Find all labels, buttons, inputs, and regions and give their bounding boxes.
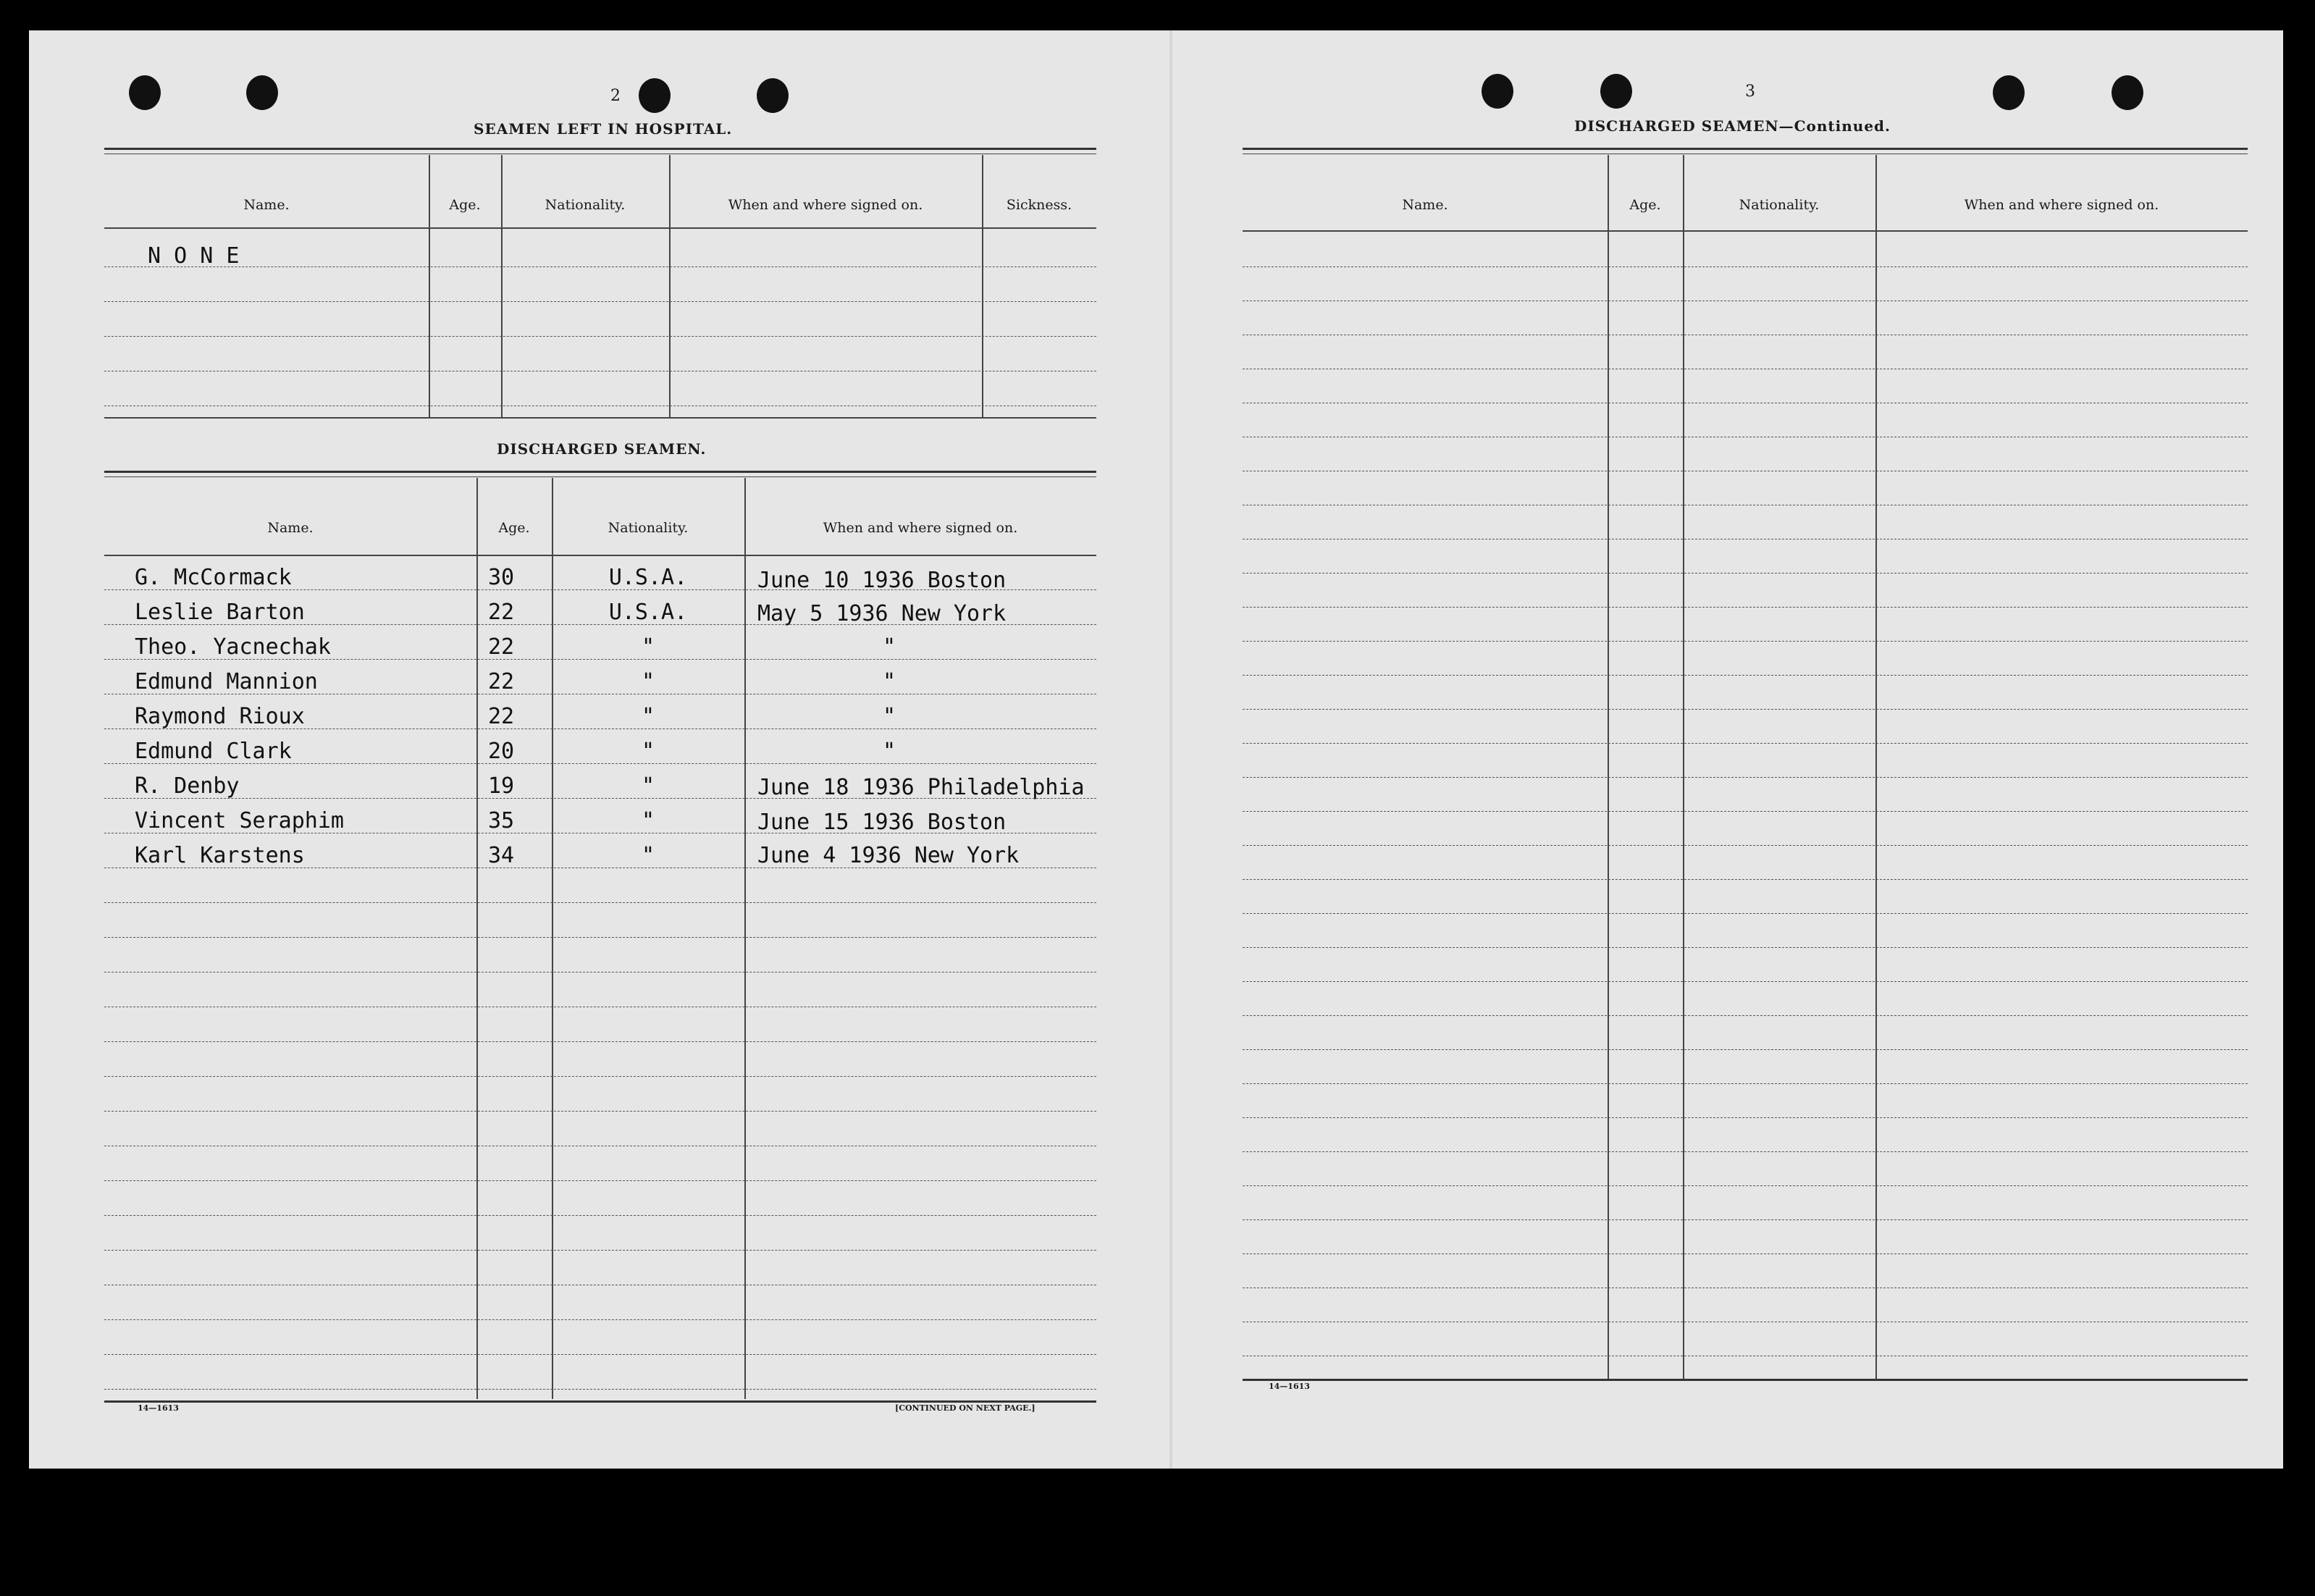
ruled-line [1243,1253,2248,1254]
ruled-line [1243,675,2248,676]
punch-hole [639,78,671,113]
punch-hole [129,75,161,110]
ruled-line [104,1319,1096,1320]
continued-col-age: Age. [1629,197,1661,213]
seaman-age: 30 [488,565,515,590]
ruled-line [1243,1151,2248,1152]
seaman-nationality: U.S.A. [608,600,688,625]
seaman-name: Edmund Clark [135,739,292,764]
page-fold [1169,30,1172,1469]
form-number-right: 14—1613 [1269,1382,1310,1391]
ruled-line [1243,913,2248,914]
seaman-nationality: " [641,669,655,694]
continued-col-nationality: Nationality. [1739,197,1820,213]
continued-col-signed-on: When and where signed on. [1964,197,2159,213]
punch-hole [1600,74,1632,109]
seaman-age: 22 [488,600,515,625]
ruled-line [1243,1083,2248,1084]
hospital-table [104,148,1096,450]
seaman-name: R. Denby [135,773,240,799]
seaman-age: 22 [488,704,515,729]
seaman-age: 34 [488,843,515,868]
ruled-line [1243,1015,2248,1016]
seaman-nationality: U.S.A. [608,565,688,590]
seaman-nationality: " [641,808,655,833]
hospital-col-name: Name. [243,197,290,213]
seaman-signed-on: June 18 1936 Philadelphia [757,775,1085,800]
discharged-col-name: Name. [267,520,314,536]
ruled-line [1243,607,2248,608]
ruled-line [104,902,1096,903]
punch-hole [1993,75,2025,110]
punch-hole [246,75,278,110]
ruled-line [1243,981,2248,982]
seaman-name: Karl Karstens [135,843,305,868]
ruled-line [1243,266,2248,267]
ruled-line [104,1389,1096,1390]
ruled-line [104,1215,1096,1216]
hospital-col-signed-on: When and where signed on. [728,197,923,213]
hospital-section-title: SEAMEN LEFT IN HOSPITAL. [474,120,733,138]
ruled-line [1243,573,2248,574]
discharged-continued-table [1243,148,2248,1408]
seaman-age: 35 [488,808,515,833]
hospital-col-nationality: Nationality. [545,197,626,213]
seaman-name: Vincent Seraphim [135,808,344,833]
ruled-line [1243,879,2248,880]
seaman-signed-on: " [882,669,896,694]
seaman-signed-on: June 4 1936 New York [757,843,1020,868]
discharged-col-nationality: Nationality. [608,520,689,536]
ruled-line [1243,641,2248,642]
seaman-age: 19 [488,773,515,799]
ruled-line [1243,1049,2248,1050]
seaman-signed-on: " [882,739,896,764]
ruled-line [104,972,1096,973]
ruled-line [104,1354,1096,1355]
seaman-signed-on: June 15 1936 Boston [757,810,1007,835]
ruled-line [104,1076,1096,1077]
ruled-line [1243,743,2248,744]
discharged-table [104,471,1096,1412]
ruled-line [104,1041,1096,1042]
seaman-name: Leslie Barton [135,600,305,625]
seaman-age: 20 [488,739,515,764]
hospital-col-sickness: Sickness. [1006,197,1072,213]
ruled-line [1243,1185,2248,1186]
continued-note: [CONTINUED ON NEXT PAGE.] [895,1403,1035,1413]
ruled-line [1243,811,2248,812]
punch-hole [757,78,789,113]
hospital-entry: N O N E [148,243,240,269]
seaman-signed-on: " [882,704,896,729]
discharged-continued-title: DISCHARGED SEAMEN—Continued. [1574,117,1891,135]
ruled-line [1243,845,2248,846]
punch-hole [1482,74,1513,109]
page-number-left: 2 [610,87,621,105]
seaman-name: Theo. Yacnechak [135,634,331,660]
seaman-nationality: " [641,704,655,729]
seaman-signed-on: " [882,634,896,660]
ruled-line [104,1180,1096,1181]
seaman-nationality: " [641,739,655,764]
seaman-nationality: " [641,843,655,868]
seaman-age: 22 [488,634,515,660]
ruled-line [104,1250,1096,1251]
punch-hole [2112,75,2143,110]
ruled-line [1243,1117,2248,1118]
discharged-col-signed-on: When and where signed on. [823,520,1018,536]
hospital-col-age: Age. [449,197,481,213]
discharged-section-title: DISCHARGED SEAMEN. [497,440,707,458]
document-sheet [29,30,2283,1469]
seaman-signed-on: June 10 1936 Boston [757,568,1007,593]
seaman-signed-on: May 5 1936 New York [757,601,1007,626]
seaman-age: 22 [488,669,515,694]
seaman-name: Edmund Mannion [135,669,318,694]
ruled-line [104,1111,1096,1112]
page-number-right: 3 [1745,83,1755,101]
ruled-line [1243,709,2248,710]
ruled-line [1243,1219,2248,1220]
seaman-name: Raymond Rioux [135,704,305,729]
discharged-col-age: Age. [498,520,530,536]
ruled-line [1243,947,2248,948]
ruled-line [1243,777,2248,778]
seaman-name: G. McCormack [135,565,292,590]
seaman-nationality: " [641,773,655,799]
ruled-line [104,937,1096,938]
form-number-left: 14—1613 [138,1403,179,1413]
continued-col-name: Name. [1402,197,1448,213]
seaman-nationality: " [641,634,655,660]
